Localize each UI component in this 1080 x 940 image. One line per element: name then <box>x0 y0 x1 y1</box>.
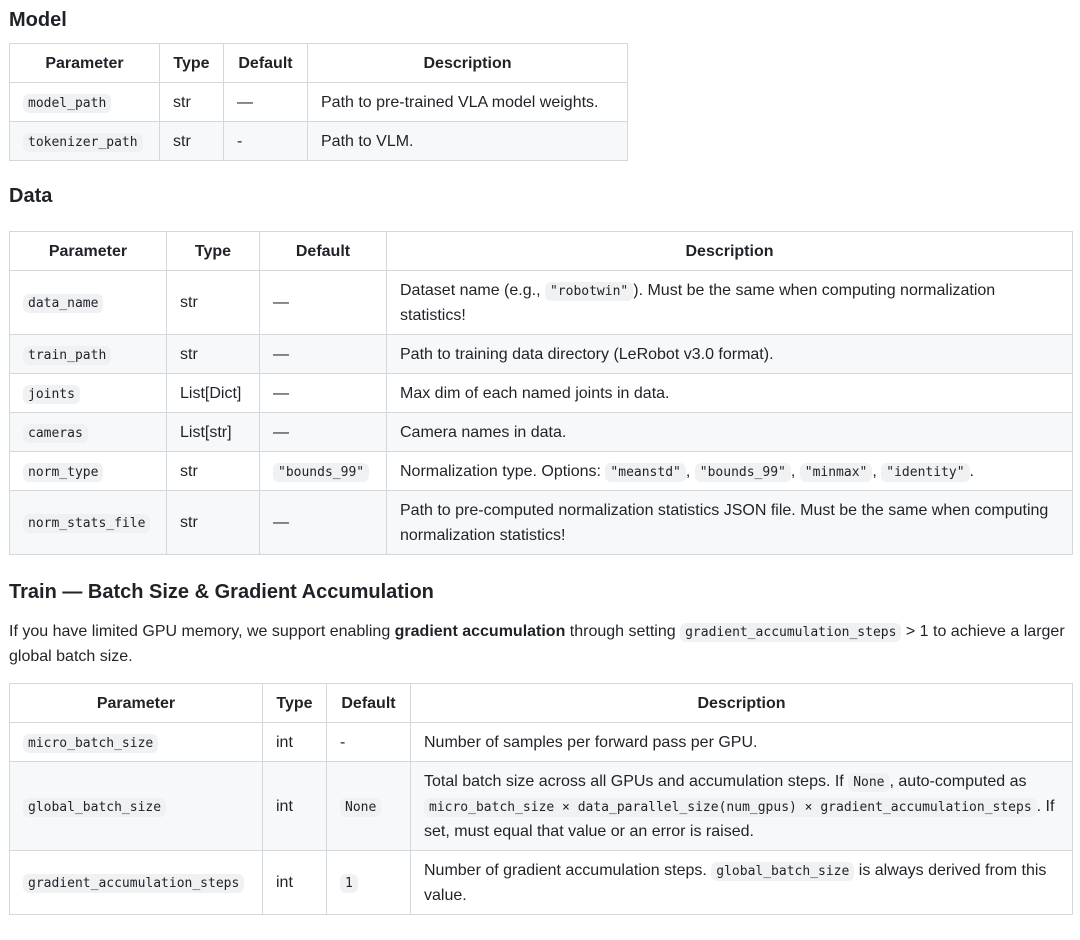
column-header-description: Description <box>387 232 1073 271</box>
type-cell: str <box>160 83 224 122</box>
description-cell <box>387 452 1073 491</box>
description-cell: Number of samples per forward pass per GPU. <box>411 723 1073 762</box>
table-header-row <box>10 684 1073 723</box>
description-cell <box>411 762 1073 851</box>
table-row <box>10 491 1073 555</box>
separator: , <box>872 462 882 480</box>
param-code: gradient_accumulation_steps <box>23 874 244 893</box>
table-row <box>10 83 628 122</box>
type-cell: List[Dict] <box>167 374 260 413</box>
description-text: Dataset name (e.g., <box>400 281 545 299</box>
param-cell <box>10 122 160 161</box>
default-cell: — <box>260 271 387 335</box>
section-heading-train: Train — Batch Size & Gradient Accumulation <box>9 581 434 603</box>
default-cell: — <box>260 335 387 374</box>
table-row <box>10 122 628 161</box>
default-cell: — <box>260 413 387 452</box>
train-intro-paragraph <box>9 619 1073 669</box>
description-cell: Path to training data directory (LeRobot v3.0 format). <box>387 335 1073 374</box>
intro-text: > 1 to achieve a larger global batch size. <box>9 623 1065 665</box>
table-header-row <box>10 232 1073 271</box>
description-cell: Max dim of each named joints in data. <box>387 374 1073 413</box>
inline-code: None <box>848 773 889 792</box>
description-cell <box>387 271 1073 335</box>
description-text: ). Must be the same when computing normalization statistics! <box>400 281 996 324</box>
option-code: "minmax" <box>800 463 873 482</box>
separator: , <box>685 462 695 480</box>
param-code: norm_stats_file <box>23 514 150 533</box>
column-header-description: Description <box>411 684 1073 723</box>
table-row <box>10 452 1073 491</box>
default-cell: — <box>260 374 387 413</box>
param-code: model_path <box>23 94 111 113</box>
column-header-parameter: Parameter <box>10 684 263 723</box>
param-cell <box>10 723 263 762</box>
separator: , <box>790 462 800 480</box>
description-cell: Camera names in data. <box>387 413 1073 452</box>
default-cell: — <box>224 83 308 122</box>
default-code: "bounds_99" <box>273 463 369 482</box>
column-header-parameter: Parameter <box>10 44 160 83</box>
param-code: data_name <box>23 294 103 313</box>
param-cell <box>10 491 167 555</box>
description-text: is always derived from this value. <box>424 861 1047 904</box>
default-cell: - <box>224 122 308 161</box>
type-cell: int <box>263 851 327 915</box>
param-code: tokenizer_path <box>23 133 143 152</box>
train-parameters-table <box>9 683 1073 915</box>
description-cell: Path to VLM. <box>308 122 628 161</box>
type-cell: str <box>167 491 260 555</box>
intro-text: If you have limited GPU memory, we support enabling <box>9 623 395 640</box>
default-cell <box>260 452 387 491</box>
column-header-default: Default <box>327 684 411 723</box>
column-header-default: Default <box>260 232 387 271</box>
param-code: norm_type <box>23 463 103 482</box>
table-row <box>10 374 1073 413</box>
param-cell <box>10 851 263 915</box>
intro-text: through setting <box>565 623 681 640</box>
column-header-description: Description <box>308 44 628 83</box>
type-cell: str <box>167 335 260 374</box>
param-code: cameras <box>23 424 88 443</box>
param-cell <box>10 762 263 851</box>
column-header-type: Type <box>160 44 224 83</box>
default-cell: — <box>260 491 387 555</box>
table-row <box>10 851 1073 915</box>
inline-code: gradient_accumulation_steps <box>680 623 901 642</box>
type-cell: int <box>263 723 327 762</box>
description-text: Number of gradient accumulation steps. <box>424 861 712 879</box>
type-cell: int <box>263 762 327 851</box>
option-code: "identity" <box>881 463 969 482</box>
table-row <box>10 335 1073 374</box>
table-header-row <box>10 44 628 83</box>
option-code: "meanstd" <box>605 463 685 482</box>
table-row <box>10 762 1073 851</box>
column-header-default: Default <box>224 44 308 83</box>
param-code: micro_batch_size <box>23 734 158 753</box>
description-text: Normalization type. Options: <box>400 462 606 480</box>
default-code: None <box>340 798 381 817</box>
param-cell <box>10 335 167 374</box>
intro-bold-text: gradient accumulation <box>394 623 566 640</box>
inline-code: "robotwin" <box>545 282 633 301</box>
table-row <box>10 271 1073 335</box>
description-cell: Path to pre-trained VLA model weights. <box>308 83 628 122</box>
description-text: . If set, must equal that value or an error is raised. <box>424 797 1055 840</box>
section-heading-data: Data <box>9 185 53 207</box>
column-header-type: Type <box>167 232 260 271</box>
default-cell: - <box>327 723 411 762</box>
param-code: global_batch_size <box>23 798 166 817</box>
inline-code: global_batch_size <box>711 862 854 881</box>
param-cell <box>10 271 167 335</box>
type-cell: List[str] <box>167 413 260 452</box>
type-cell: str <box>167 271 260 335</box>
default-code: 1 <box>340 874 358 893</box>
param-code: joints <box>23 385 80 404</box>
data-parameters-table <box>9 231 1073 555</box>
default-cell <box>327 762 411 851</box>
table-row <box>10 413 1073 452</box>
description-cell <box>411 851 1073 915</box>
section-heading-model: Model <box>9 9 67 31</box>
param-cell <box>10 413 167 452</box>
description-text: , auto-computed as <box>889 772 1027 790</box>
param-cell <box>10 83 160 122</box>
column-header-type: Type <box>263 684 327 723</box>
option-code: "bounds_99" <box>695 463 791 482</box>
param-cell <box>10 452 167 491</box>
model-parameters-table <box>9 43 628 161</box>
description-text: Total batch size across all GPUs and accumulation steps. If <box>424 772 849 790</box>
param-code: train_path <box>23 346 111 365</box>
inline-code: micro_batch_size × data_parallel_size(num_gpus) × gradient_accumulation_steps <box>424 798 1037 817</box>
description-cell: Path to pre-computed normalization statistics JSON file. Must be the same when computing normalization statistics! <box>387 491 1073 555</box>
default-cell <box>327 851 411 915</box>
type-cell: str <box>160 122 224 161</box>
param-cell <box>10 374 167 413</box>
column-header-parameter: Parameter <box>10 232 167 271</box>
type-cell: str <box>167 452 260 491</box>
description-text: . <box>969 462 974 480</box>
table-row <box>10 723 1073 762</box>
